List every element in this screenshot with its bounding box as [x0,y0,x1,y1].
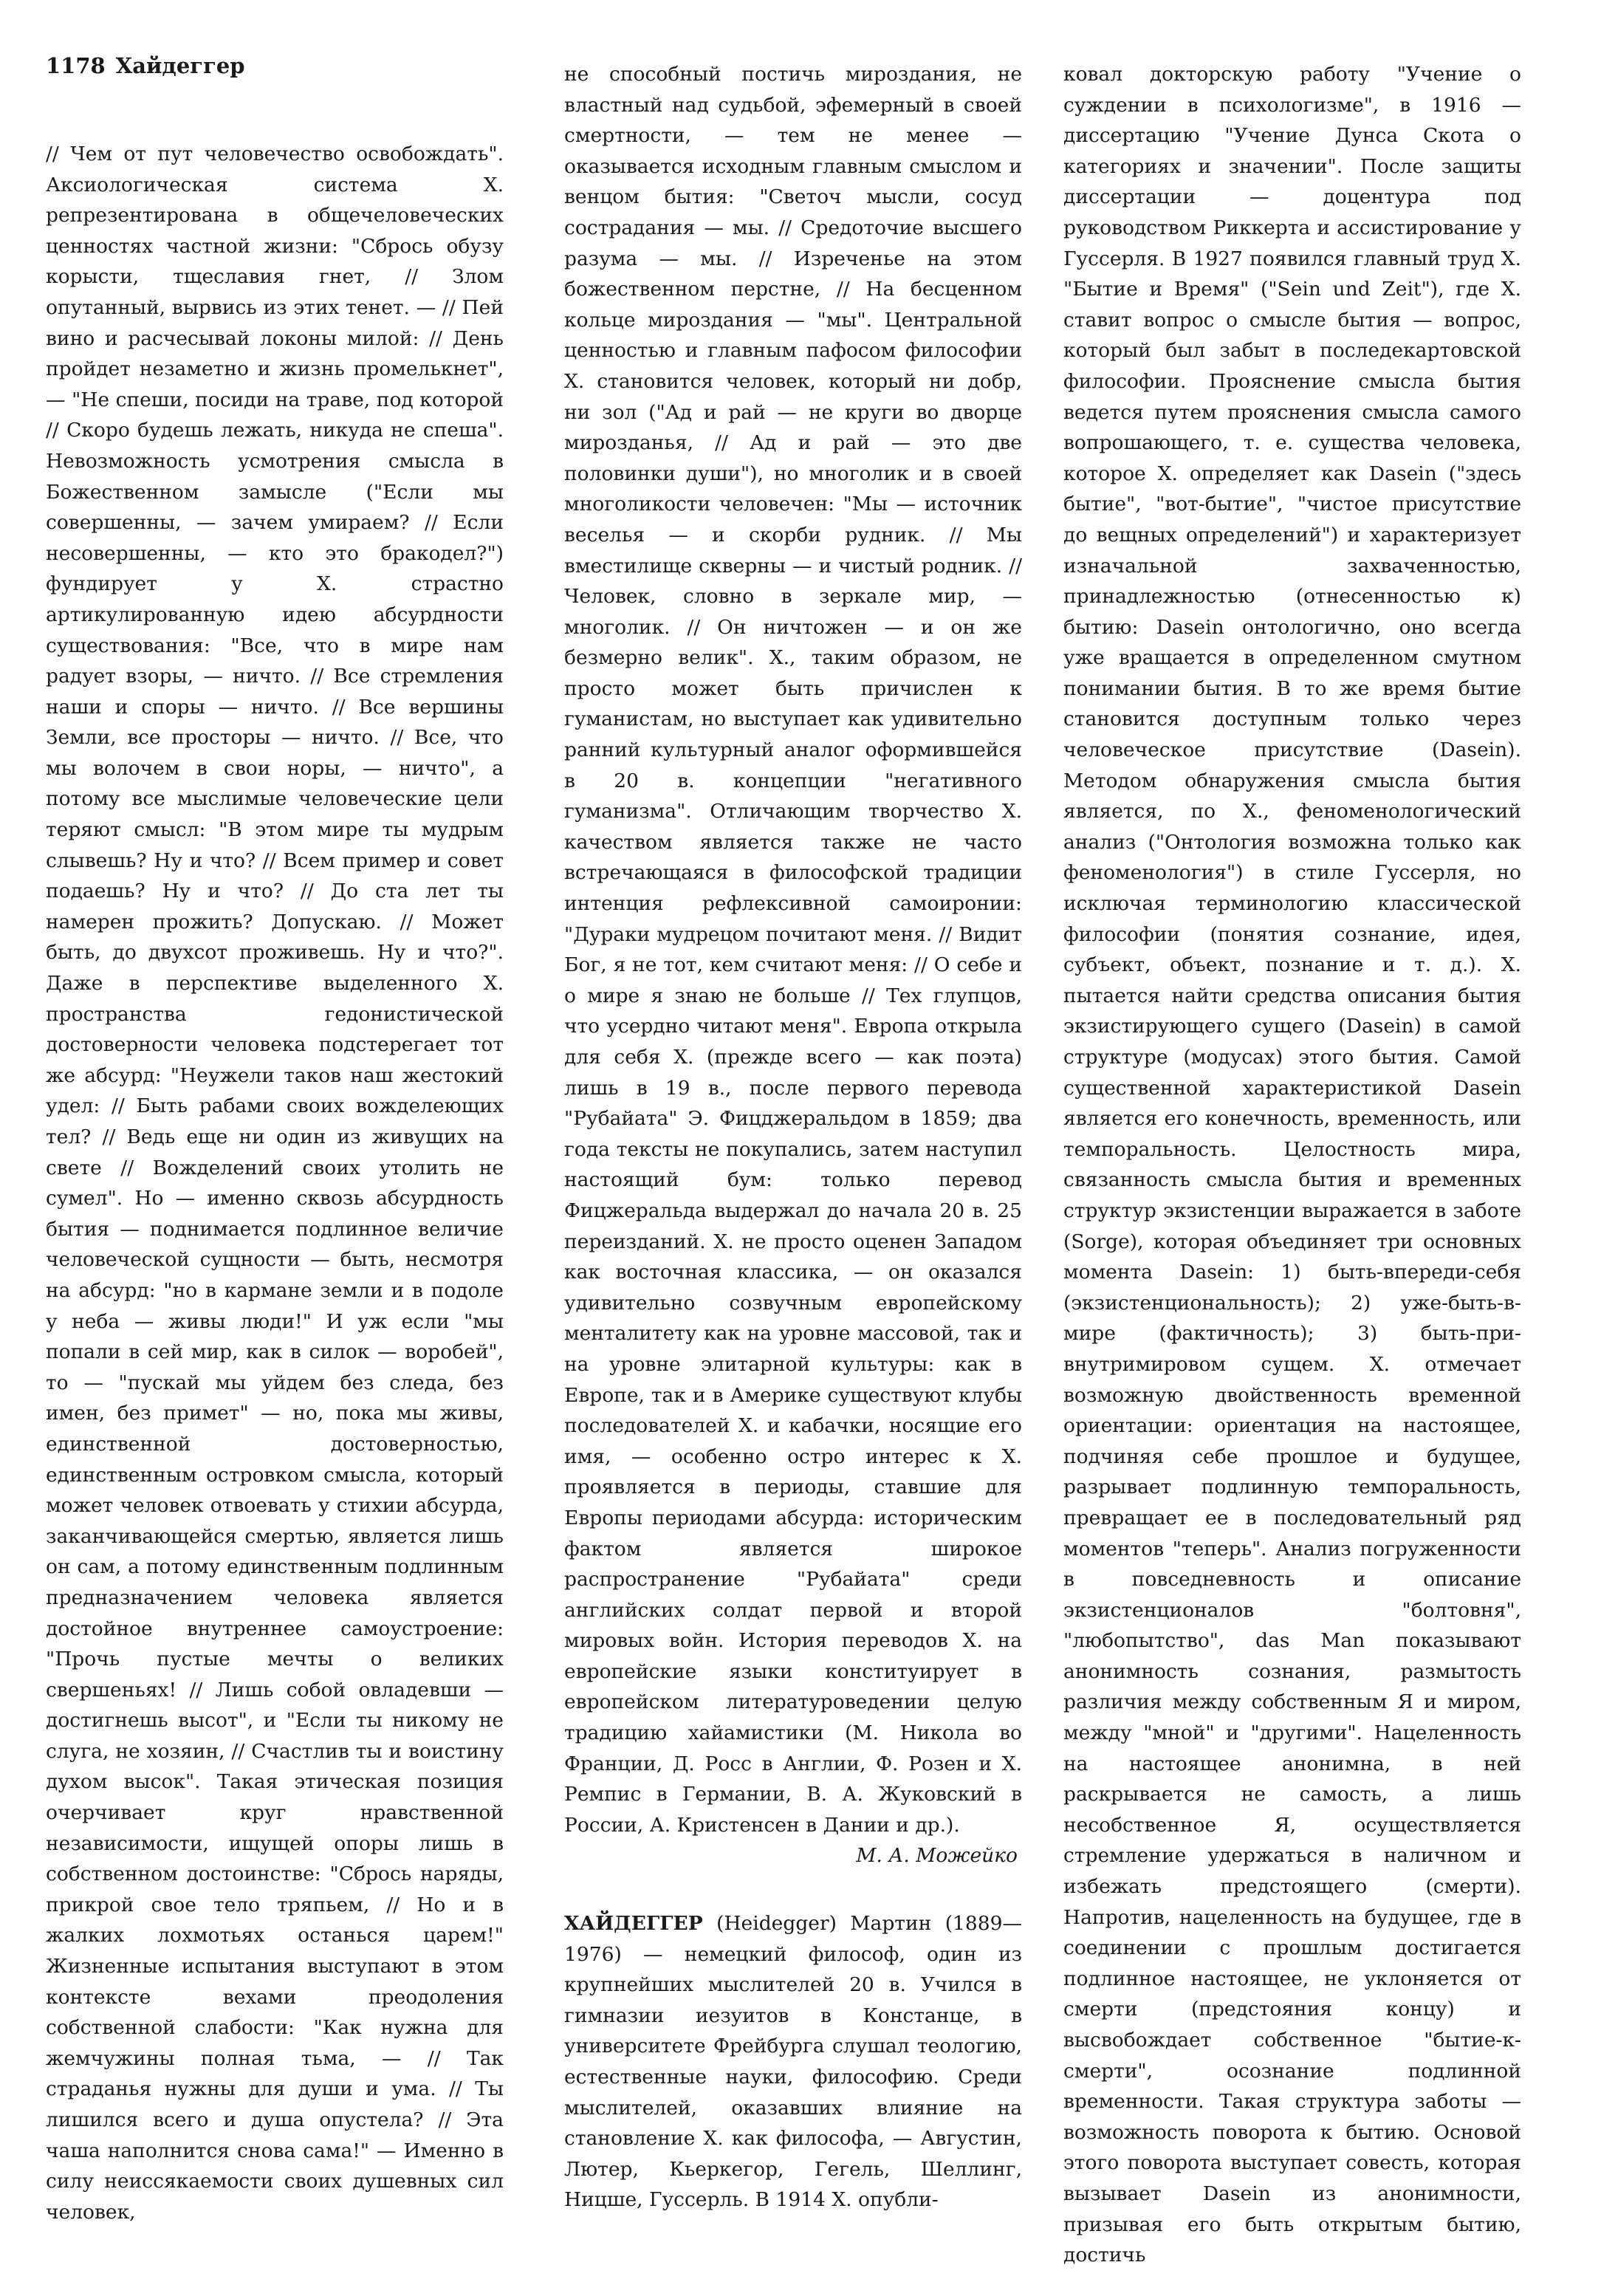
text-column-1 [46,139,504,2227]
text-column-3 [1063,59,1521,2271]
page-number: 1178 [46,53,106,78]
column-2-text: не способный постичь мироздания, не властный над судьбой, эфемерный в своей смертности, — тем не менее — оказывается исходным главным смыслом и венцом бытия: "Светоч мысли, сосуд сострадания — мы. // Средоточие высшего разума — мы. // Изреченье на этом божественном перстне, // На бесценном кольце мироздания — "мы". Центральной ценностью и главным пафосом философии Х. становится человек, который ни добр, ни зол ("Ад и рай — не круги во дворце мирозданья, // Ад и рай — это две половинки души"), но многолик и в своей многоликости человечен: "Мы — источник веселья — и скорби рудник. // Мы вместилище скверны — и чистый родник. // Человек, словно в зеркале мир, — многолик. // Он ничтожен — и он же безмерно велик". Х., таким образом, не просто может быть причислен к гуманистам, но выступает как удивительно ранний культурный аналог оформившейся в 20 в. концепции "негативного гуманизма". Отличающим творчество Х. качеством является также не часто встречающаяся в философской традиции интенция рефлексивной самоиронии: "Дураки мудрецом почитают меня. // Видит Бог, я не тот, кем считают меня: // О себе и о мире я знаю не больше // Тех глупцов, что усердно читают меня". Европа открыла для себя Х. (прежде всего — как поэта) лишь в 19 в., после первого перевода "Рубайата" Э. Фицджеральдом в 1859; два года тексты не покупались, затем наступил настоящий бум: только перевод Фицжеральда выдержал до начала 20 в. 25 переизданий. Х. не просто оценен Западом как восточная классика, — он оказался удивительно созвучным европейскому менталитету как на уровне массовой, так и на уровне элитарной культуры: как в Европе, так и в Америке существуют клубы последователей Х. и кабачки, носящие его имя, — особенно остро интерес к Х. проявляется в периоды, ставшие для Европы периодами абсурда: историческим фактом является широкое распространение "Рубайата" среди английских солдат первой и второй мировых войн. История переводов Х. на европейские языки конституирует в европейском литературоведении целую традицию хайамистики (М. Никола во Франции, Д. Росс в Англии, Ф. Розен и Х. Ремпис в Германии, В. А. Жуковский в России, А. Кристенсен в Дании и др.). [564,63,1022,1837]
text-column-2 [564,59,1022,2216]
running-title: Хайдеггер [115,53,245,78]
article-heidegger [564,1908,1022,2216]
running-header [46,53,245,78]
author-signature: М. А. Можейко [856,1844,1018,1868]
article-headword: ХАЙДЕГГЕР [564,1912,703,1936]
column-1-text: // Чем от пут человечество освобождать". Аксиологическая система Х. репрезентирована в общечеловеческих ценностях частной жизни: "Сбрось обузу корысти, тщеславия гнет, // Злом опутанный, вырвись из этих тенет. — // Пей вино и расчесывай локоны милой: // День пройдет незаметно и жизнь промелькнет", — "Не спеши, посиди на траве, под которой // Скоро будешь лежать, никуда не спеша". Невозможность усмотрения смысла в Божественном замысле ("Если мы совершенны, — зачем умираем? // Если несовершенны, — кто это бракодел?") фундирует у Х. страстно артикулированную идею абсурдности существования: "Все, что в мире нам радует взоры, — ничто. // Все стремления наши и споры — ничто. // Все вершины Земли, все просторы — ничто. // Все, что мы волочем в свои норы, — ничто", а потому все мыслимые человеческие цели теряют смысл: "В этом мире ты мудрым слывешь? Ну и что? // Всем пример и совет подаешь? Ну и что? // До ста лет ты намерен прожить? Допускаю. // Может быть, до двухсот проживешь. Ну и что?". Даже в перспективе выделенного Х. пространства гедонистической достоверности человека подстерегает тот же абсурд: "Неужели таков наш жестокий удел: // Быть рабами своих вожделеющих тел? // Ведь еще ни один из живущих на свете // Вожделений своих утолить не сумел". Но — именно сквозь абсурдность бытия — поднимается подлинное величие человеческой сущности — быть, несмотря на абсурд: "но в кармане земли и в подоле у неба — живы люди!" И уж если "мы попали в сей мир, как в силок — воробей", то — "пускай мы уйдем без следа, без имен, без примет" — но, пока мы живы, единственной достоверностью, единственным островком смысла, который может человек отвоевать у стихии абсурда, заканчивающейся смертью, является лишь он сам, а потому единственным подлинным предназначением человека является достойное внутреннее самоустроение: "Прочь пустые мечты о великих свершеньях! // Лишь собой овладевши — достигнешь высот", и "Если ты никому не слуга, не хозяин, // Счастлив ты и воистину духом высок". Такая этическая позиция очерчивает круг нравственной независимости, ищущей опоры лишь в собственном достоинстве: "Сбрось наряды, прикрой свое тело тряпьем, // Но и в жалких лохмотьях останься царем!" Жизненные испытания выступают в этом контексте вехами преодоления собственной слабости: "Как нужна для жемчужины полная тьма, — // Так страданья нужны для души и ума. // Ты лишился всего и душа опустела? // Эта чаша наполнится снова сама!" — Именно в силу неиссякаемости своих душевных сил человек, [46,143,504,2224]
column-3-text: ковал докторскую работу "Учение о суждении в психологизме", в 1916 — диссертацию "Учение Дунса Скота о категориях и значении". После защиты диссертации — доцентура под руководством Риккерта и ассистирование у Гуссерля. В 1927 появился главный труд Х. "Бытие и Время" ("Sein und Zeit"), где Х. ставит вопрос о смысле бытия — вопрос, который был забыт в последекартовской философии. Прояснение смысла бытия ведется путем прояснения смысла самого вопрошающего, т. е. существа человека, которое Х. определяет как Dasein ("здесь бытие", "вот-бытие", "чистое присутствие до вещных определений") и характеризует изначальной захваченностью, принадлежностью (отнесенностью к) бытию: Dasein онтологично, оно всегда уже вращается в определенном смутном понимании бытия. В то же время бытие становится доступным только через человеческое присутствие (Dasein). Методом обнаружения смысла бытия является, по Х., феноменологический анализ ("Онтология возможна только как феноменология") в стиле Гуссерля, но исключая терминологию классической философии (понятия сознание, идея, субъект, объект, познание и т. д.). Х. пытается найти средства описания бытия экзистирующего сущего (Dasein) в самой структуре (модусах) этого бытия. Самой существенной характеристикой Dasein является его конечность, временность, или темпоральность. Целостность мира, связанность смысла бытия и временных структур экзистенции выражается в заботе (Sorge), которая объединяет три основных момента Dasein: 1) быть-впереди-себя (экзистенциональность); 2) уже-быть-в-мире (фактичность); 3) быть-при-внутримировом сущем. Х. отмечает возможную двойственность временной ориентации: ориентация на настоящее, подчиняя себе прошлое и будущее, разрывает подлинную темпоральность, превращает ее в последовательный ряд моментов "теперь". Анализ погруженности в повседневность и описание экзистенционалов "болтовня", "любопытство", das Man показывают анонимность сознания, размытость различия между собственным Я и миром, между "мной" и "другими". Нацеленность на настоящее анонимна, в ней раскрывается не самость, а лишь несобственное Я, осуществляется стремление удержаться в наличном и избежать предстоящего (смерти). Напротив, нацеленность на будущее, где в соединении с прошлым достигается подлинное настоящее, не уклоняется от смерти (предстояния концу) и высвобождает собственное "бытие-к-смерти", осознание подлинной временности. Такая структура заботы — возможность поворота к бытию. Основой этого поворота выступает совесть, которая вызывает Dasein из анонимности, призывая его быть открытым бытию, достичь [1063,63,1521,2267]
article-body: (Heidegger) Мартин (1889—1976) — немецкий философ, один из крупнейших мыслителей 20 в. Учился в гимназии иезуитов в Констанце, в университете Фрейбурга слушал теологию, естественные науки, философию. Среди мыслителей, оказавших влияние на становление Х. как философа, — Августин, Лютер, Кьеркегор, Гегель, Шеллинг, Ницше, Гуссерль. В 1914 Х. опубли- [564,1912,1022,2212]
